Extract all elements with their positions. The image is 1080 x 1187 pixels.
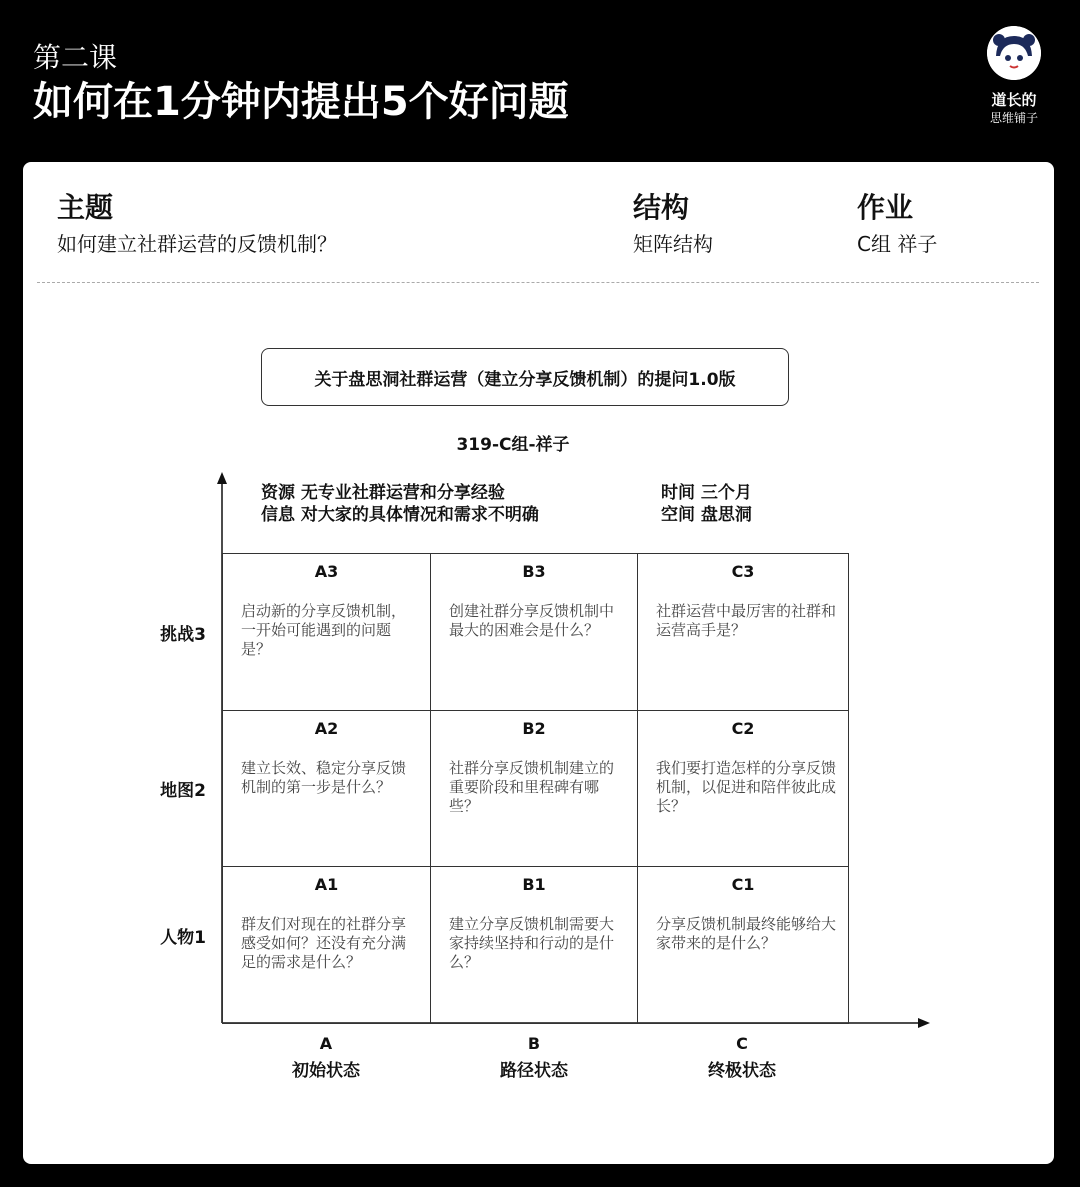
cell-code: B2 [522,719,546,738]
cell-question: 群友们对现在的社群分享感受如何？还没有充分满足的需求是什么？ [241,915,407,971]
cell-code: C1 [731,875,755,894]
matrix-cell-a3 [222,553,431,711]
topic-value: 如何建立社群运营的反馈机制？ [57,232,337,256]
column-code: B [527,1034,541,1053]
column-name: 初始状态 [292,1061,360,1081]
row-label: 人物1 [160,928,206,948]
matrix-cell-c2 [637,710,849,867]
page-header [0,0,1080,160]
cell-question: 我们要打造怎样的分享反馈机制，以促进和陪伴彼此成长？ [656,759,837,815]
cell-question: 建立长效、稳定分享反馈机制的第一步是什么？ [241,759,407,796]
cell-code: B3 [522,562,546,581]
matrix-cell-c3 [637,553,849,711]
structure-value: 矩阵结构 [633,232,713,256]
matrix-cell-a2 [222,710,431,867]
column-code: A [319,1034,333,1053]
diagram-subtitle: 319-C组-祥子 [456,435,570,455]
homework-label: 作业 [857,191,914,224]
matrix-cell-c1 [637,866,849,1024]
content-card [23,162,1054,1164]
page-title: 如何在1分钟内提出5个好问题 [33,79,569,125]
logo-text-line2: 思维铺子 [989,111,1038,125]
context-left: 资源 无专业社群运营和分享经验 信息 对大家的具体情况和需求不明确 [261,483,539,525]
structure-label: 结构 [633,191,690,224]
cell-code: A3 [314,562,339,581]
row-label: 地图2 [160,781,206,801]
brand-logo [982,26,1046,126]
matrix-cell-b1 [430,866,638,1024]
context-right: 时间 三个月 空间 盘思洞 [661,483,752,525]
cell-question: 启动新的分享反馈机制，一开始可能遇到的问题是？ [241,602,407,658]
column-name: 终极状态 [708,1061,776,1081]
column-code: C [736,1034,748,1053]
row-label: 挑战3 [160,625,206,645]
matrix-cell-b3 [430,553,638,711]
diagram-title: 关于盘思洞社群运营（建立分享反馈机制）的提问1.0版 [261,348,789,406]
lesson-number: 第二课 [33,41,118,74]
cell-code: A2 [314,719,339,738]
cell-question: 社群分享反馈机制建立的重要阶段和里程碑有哪些？ [449,759,615,815]
logo-text-line1: 道长的 [991,91,1037,109]
cell-code: A1 [314,875,339,894]
homework-value: C组 祥子 [857,232,938,256]
cell-question: 分享反馈机制最终能够给大家带来的是什么？ [656,915,837,952]
cell-code: C2 [731,719,755,738]
topic-label: 主题 [57,191,114,224]
matrix-cell-b2 [430,710,638,867]
matrix-grid [222,553,848,1023]
cell-question: 社群运营中最厉害的社群和运营高手是？ [656,602,837,639]
cell-question: 建立分享反馈机制需要大家持续坚持和行动的是什么？ [449,915,615,971]
cell-question: 创建社群分享反馈机制中最大的困难会是什么？ [449,602,615,639]
cell-code: C3 [731,562,755,581]
matrix-cell-a1 [222,866,431,1024]
cell-code: B1 [522,875,546,894]
avatar-logo-icon [987,26,1041,80]
column-name: 路径状态 [500,1061,568,1081]
